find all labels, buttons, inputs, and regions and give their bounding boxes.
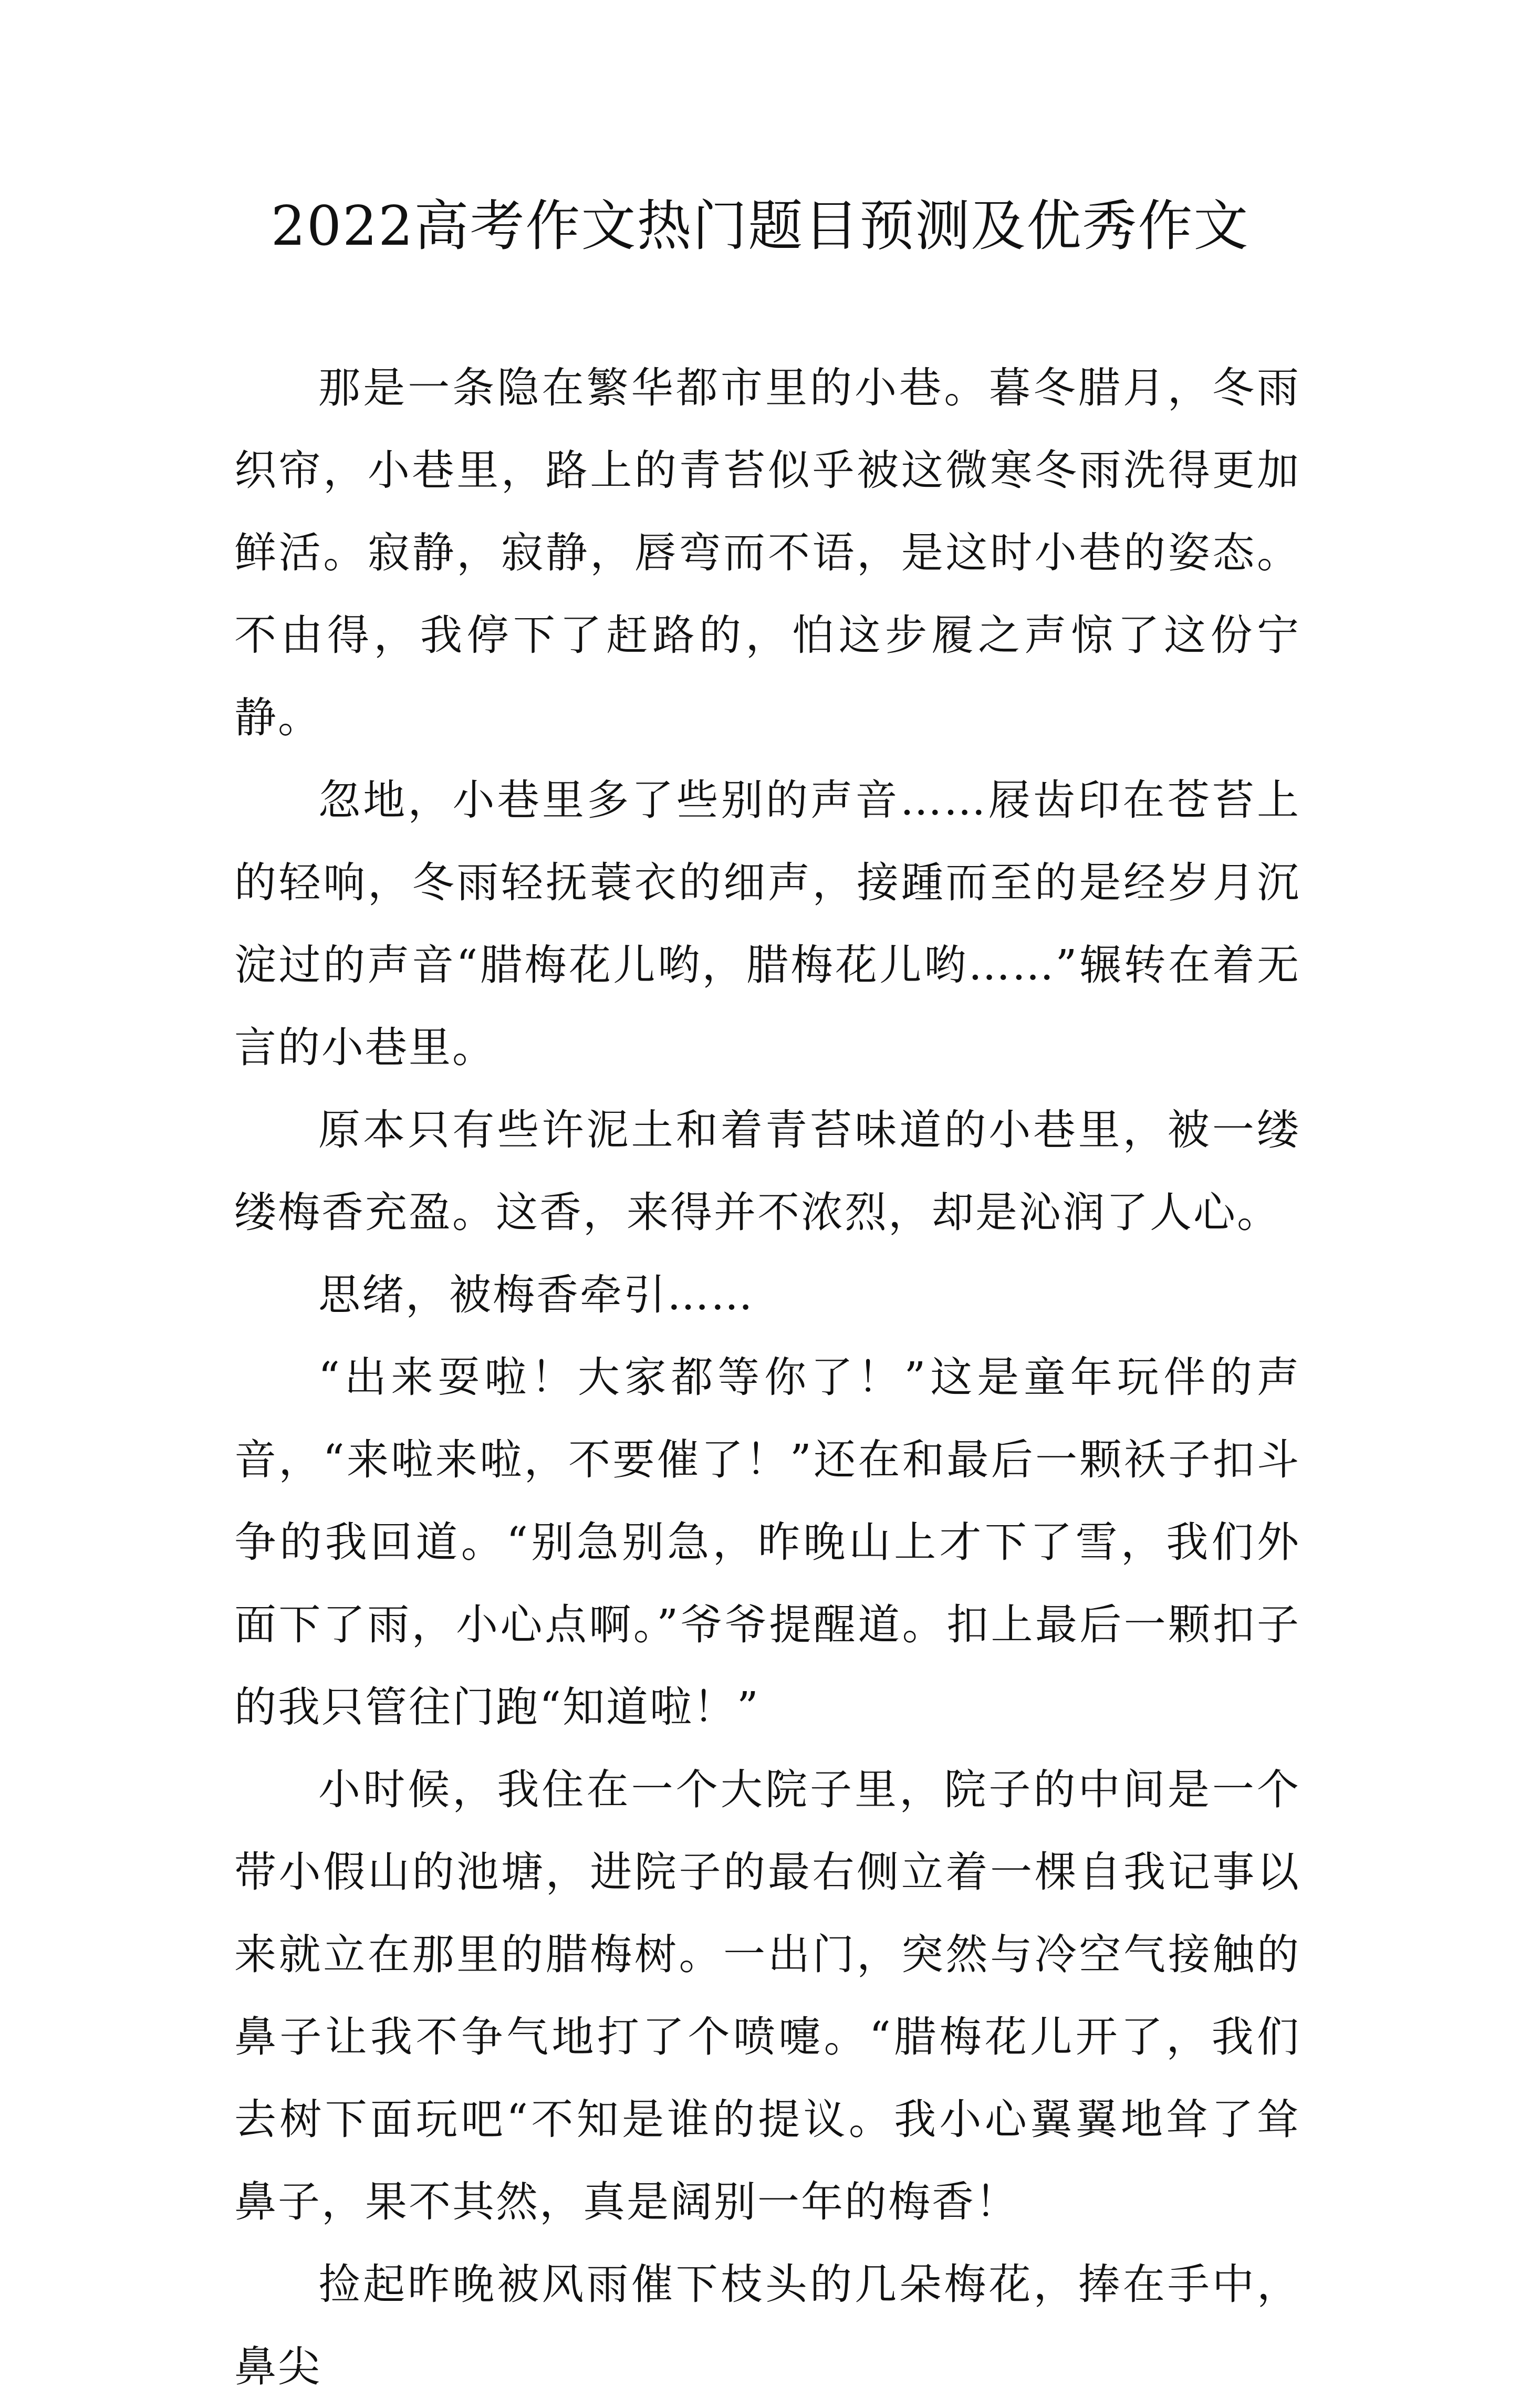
paragraph-6: 小时候，我住在一个大院子里，院子的中间是一个带小假山的池塘，进院子的最右侧立着一棵自我记事以来就立在那里的腊梅树。一出门，突然与冷空气接触的鼻子让我不争气地打了个喷嚏。“腊梅花儿开了，我们去树下面玩吧“不知是谁的提议。我小心翼翼地耸了耸鼻子，果不其然，真是阔别一年的梅香！ bbox=[234, 1765, 1300, 2226]
document-body bbox=[234, 347, 1300, 2408]
paragraph-5: “出来耍啦！大家都等你了！”这是童年玩伴的声音，“来啦来啦，不要催了！”还在和最后一颗袄子扣斗争的我回道。“别急别急，昨晚山上才下了雪，我们外面下了雨，小心点啊。”爷爷提醒道。扣上最后一颗扣子的我只管往门跑“知道啦！” bbox=[234, 1353, 1300, 1732]
paragraph-1: 那是一条隐在繁华都市里的小巷。暮冬腊月，冬雨织帘，小巷里，路上的青苔似乎被这微寒冬雨洗得更加鲜活。寂静，寂静，唇弯而不语，是这时小巷的姿态。不由得，我停下了赶路的，怕这步履之声惊了这份宁静。 bbox=[234, 363, 1300, 742]
paragraph-4: 思绪，被梅香牵引…… bbox=[318, 1270, 754, 1319]
paragraph-7: 捡起昨晚被风雨催下枝头的几朵梅花，捧在手中，鼻尖 bbox=[234, 2260, 1300, 2391]
paragraph-3: 原本只有些许泥土和着青苔味道的小巷里，被一缕缕梅香充盈。这香，来得并不浓烈，却是沁润了人心。 bbox=[234, 1106, 1300, 1237]
paragraph-2: 忽地，小巷里多了些别的声音……屐齿印在苍苔上的轻响，冬雨轻抚蓑衣的细声，接踵而至的是经岁月沉淀过的声音“腊梅花儿哟，腊梅花儿哟……”辗转在着无言的小巷里。 bbox=[234, 776, 1300, 1072]
document-title: 2022高考作文热门题目预测及优秀作文 bbox=[270, 194, 1250, 258]
